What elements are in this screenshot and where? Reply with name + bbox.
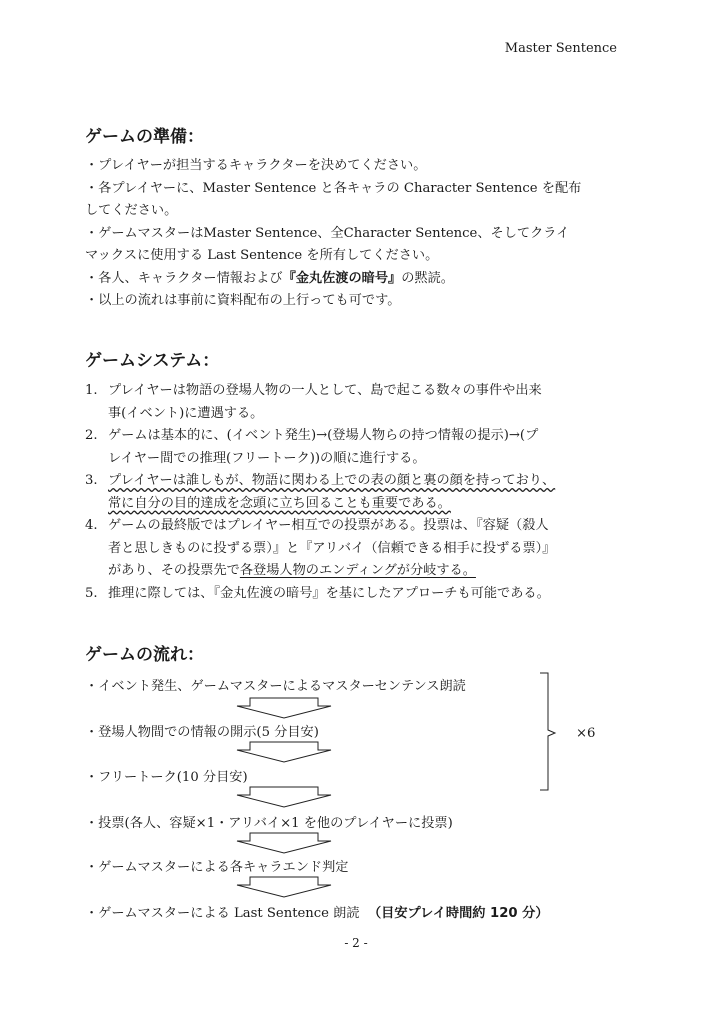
- flow-step: [85, 902, 549, 921]
- wavy-underlined-text: プレイヤーは誰しもが、物語に関わる上での表の顔と裏の顔を持っており、: [108, 473, 556, 488]
- flow-step: ・フリートーク(10 分目安): [85, 770, 248, 785]
- running-header: Master Sentence: [504, 41, 617, 56]
- prep-line: ・以上の流れは事前に資料配布の上行っても可です。: [85, 293, 401, 308]
- list-item: [85, 425, 630, 470]
- underlined-text: 各登場人物のエンディングが分岐する。: [239, 563, 476, 578]
- prep-line: ・プレイヤーが担当するキャラクターを決めてください。: [85, 158, 427, 173]
- list-text-line: [108, 560, 630, 583]
- prep-line: マックスに使用する Last Sentence を所有してください。: [85, 248, 439, 263]
- prep-line-text: の黙読。: [401, 270, 454, 286]
- flow-step-text: ・ゲームマスターによる Last Sentence 朗読: [85, 906, 360, 921]
- section-title-system: ゲームシステム：: [85, 351, 220, 371]
- down-arrow-icon: [235, 697, 333, 719]
- list-text: 推理に際しては、『金丸佐渡の暗号』を基にしたアプローチも可能である。: [108, 585, 550, 601]
- down-arrow-icon: [235, 832, 333, 854]
- list-text: レイヤー間での推理(フリートーク))の順に進行する。: [108, 450, 426, 466]
- list-text-line: [108, 470, 630, 493]
- prep-line: ・各プレイヤーに、Master Sentence と各キャラの Character Sentence を配布: [85, 180, 582, 196]
- list-item: [85, 380, 630, 425]
- list-text: 事(イベント)に遭遇する。: [108, 405, 264, 421]
- system-list: [85, 380, 630, 605]
- flow-step: ・投票(各人、容疑×1・アリバイ×1 を他のプレイヤーに投票): [85, 816, 453, 831]
- list-number: 5.: [85, 585, 98, 601]
- prep-line: [85, 268, 625, 291]
- list-text-line: [108, 493, 630, 516]
- list-text: ゲームは基本的に、(イベント発生)→(登場人物らの持つ情報の提示)→(プ: [108, 428, 539, 443]
- list-item: [85, 470, 630, 515]
- list-text: があり、その投票先で: [108, 563, 240, 578]
- prep-line-text: ・各人、キャラクター情報および: [85, 270, 283, 286]
- prep-body: [85, 155, 625, 313]
- prep-line: してください。: [85, 203, 178, 218]
- list-number: 2.: [85, 428, 98, 443]
- list-item: [85, 515, 630, 583]
- down-arrow-icon: [235, 741, 333, 763]
- play-time-note: （目安プレイ時間約 120 分）: [367, 906, 549, 921]
- list-text: ゲームの最終版ではプレイヤー相互での投票がある。投票は、『容疑（殺人: [108, 518, 549, 533]
- flow-step: ・イベント発生、ゲームマスターによるマスターセンテンス朗読: [85, 679, 466, 694]
- prep-line: ・ゲームマスターはMaster Sentence、全Character Sentence、そしてクライ: [85, 225, 570, 241]
- repeat-brace-icon: [538, 672, 560, 792]
- cipher-title: 『金丸佐渡の暗号』: [282, 270, 402, 286]
- repeat-count: ×6: [576, 726, 596, 741]
- list-number: 4.: [85, 518, 98, 533]
- down-arrow-icon: [235, 876, 333, 898]
- page-number: - 2 -: [344, 936, 368, 950]
- section-title-prep: ゲームの準備：: [85, 127, 204, 147]
- flow-step: ・ゲームマスターによる各キャラエンド判定: [85, 860, 349, 875]
- list-number: 1.: [85, 383, 98, 398]
- list-text: 者と思しきものに投ずる票）』と『アリバイ（信頼できる相手に投ずる票）』: [108, 540, 556, 556]
- list-item: [85, 583, 630, 606]
- section-title-flow: ゲームの流れ：: [85, 645, 204, 665]
- down-arrow-icon: [235, 786, 333, 808]
- list-number: 3.: [85, 473, 98, 488]
- flow-step: ・登場人物間での情報の開示(5 分目安): [85, 725, 319, 740]
- list-text: プレイヤーは物語の登場人物の一人として、島で起こる数々の事件や出来: [108, 383, 542, 398]
- wavy-underlined-text: 常に自分の目的達成を念頭に立ち回ることも重要である。: [108, 495, 451, 511]
